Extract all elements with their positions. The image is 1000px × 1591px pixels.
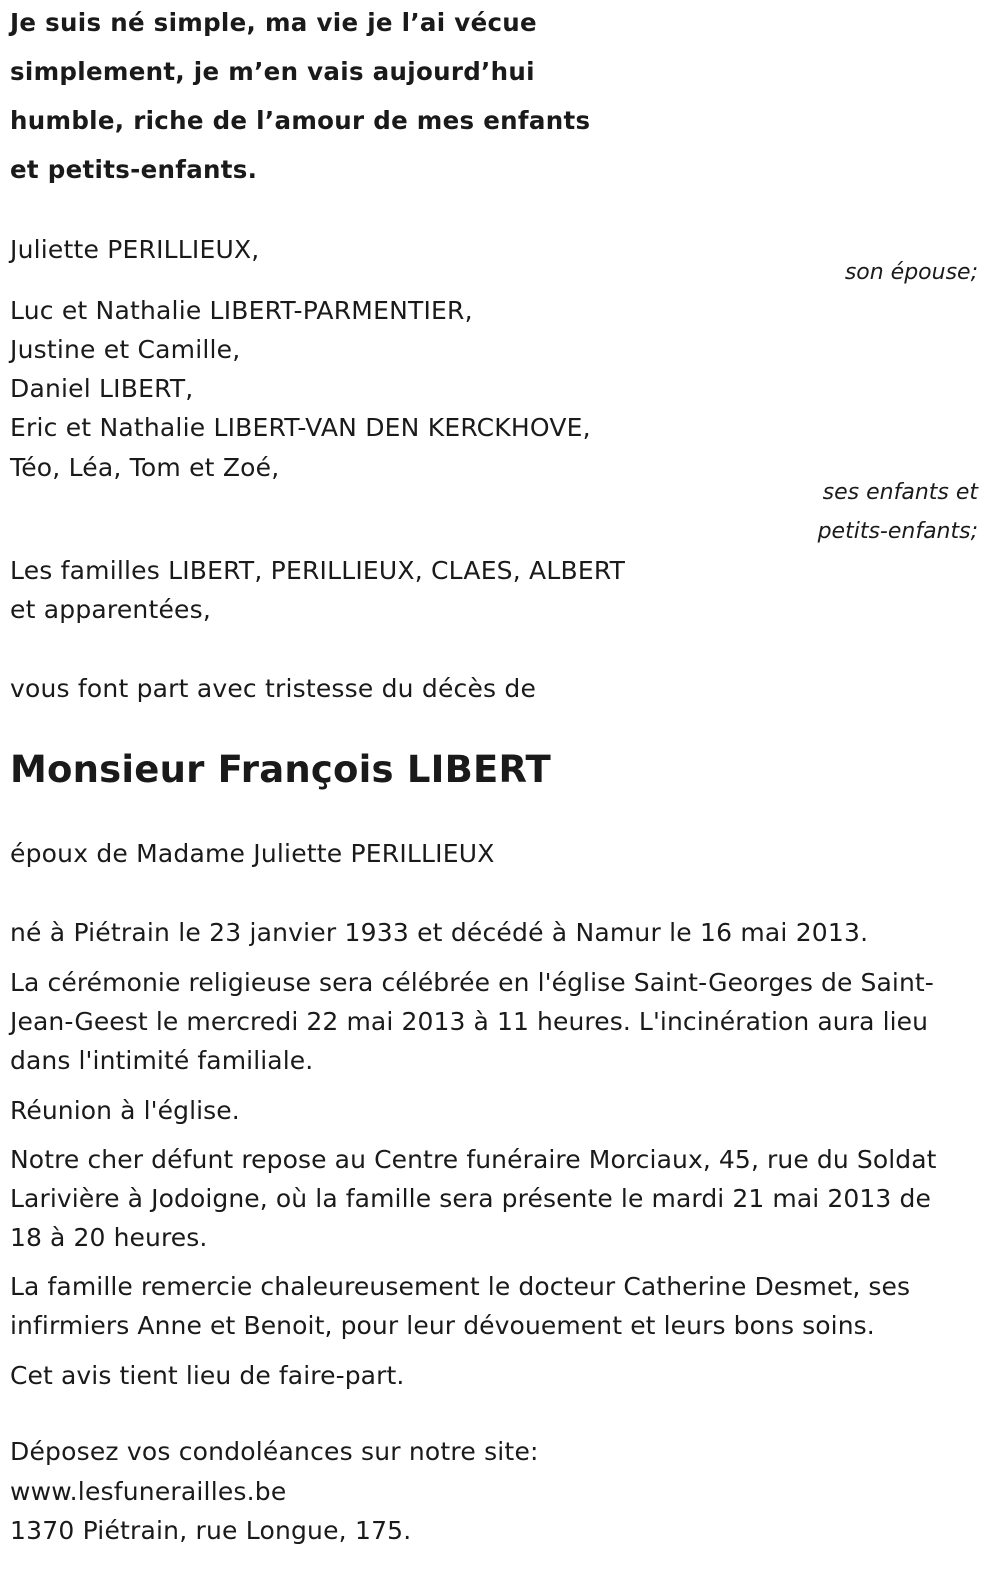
epitaph-line-3: humble, riche de l’amour de mes enfants — [10, 106, 591, 135]
epitaph-line-1: Je suis né simple, ma vie je l’ai vécue — [10, 8, 537, 37]
spouse-name: Juliette PERILLIEUX, — [10, 235, 260, 264]
child-line-5: Téo, Léa, Tom et Zoé, — [10, 453, 280, 482]
children-relation-line-1: ses enfants et — [822, 480, 978, 505]
child-line-3: Daniel LIBERT, — [10, 374, 194, 403]
reunion-paragraph: Réunion à l'église. — [10, 1096, 240, 1125]
ceremony-paragraph: La cérémonie religieuse sera célébrée en l'église Saint-Georges de Saint-Jean-Geest le mercredi 22 mai 2013 à 11 heures. L'incinération aura lieu dans l'intimité familiale. — [10, 968, 934, 1075]
thanks-paragraph: La famille remercie chaleureusement le docteur Catherine Desmet, ses infirmiers Anne et Benoit, pour leur dévouement et leurs bons soins. — [10, 1272, 911, 1340]
families-line-1: Les familles LIBERT, PERILLIEUX, CLAES, ALBERT — [10, 556, 626, 585]
child-line-4: Eric et Nathalie LIBERT-VAN DEN KERCKHOVE, — [10, 413, 591, 442]
announcement: vous font part avec tristesse du décès de — [10, 674, 537, 703]
epitaph-line-4: et petits-enfants. — [10, 155, 258, 184]
deceased-spouse: époux de Madame Juliette PERILLIEUX — [10, 839, 495, 868]
child-line-2: Justine et Camille, — [10, 335, 241, 364]
child-line-1: Luc et Nathalie LIBERT-PARMENTIER, — [10, 296, 473, 325]
families-line-2: et apparentées, — [10, 595, 211, 624]
website-link[interactable]: www.lesfunerailles.be — [10, 1477, 287, 1506]
rest-paragraph: Notre cher défunt repose au Centre funéraire Morciaux, 45, rue du Soldat Larivière à Jodoigne, où la famille sera présente le mardi 21 mai 2013 de 18 à 20 heures. — [10, 1145, 937, 1252]
funeral-home-address: 1370 Piétrain, rue Longue, 175. — [10, 1516, 412, 1545]
notice-paragraph: Cet avis tient lieu de faire-part. — [10, 1361, 405, 1390]
deceased-name: Monsieur François LIBERT — [10, 748, 551, 791]
epitaph-line-2: simplement, je m’en vais aujourd’hui — [10, 57, 535, 86]
spouse-relation: son épouse; — [844, 260, 978, 285]
condolences-text: Déposez vos condoléances sur notre site: — [10, 1437, 539, 1466]
birth-death: né à Piétrain le 23 janvier 1933 et décédé à Namur le 16 mai 2013. — [10, 918, 869, 947]
children-relation-line-2: petits-enfants; — [817, 519, 978, 544]
